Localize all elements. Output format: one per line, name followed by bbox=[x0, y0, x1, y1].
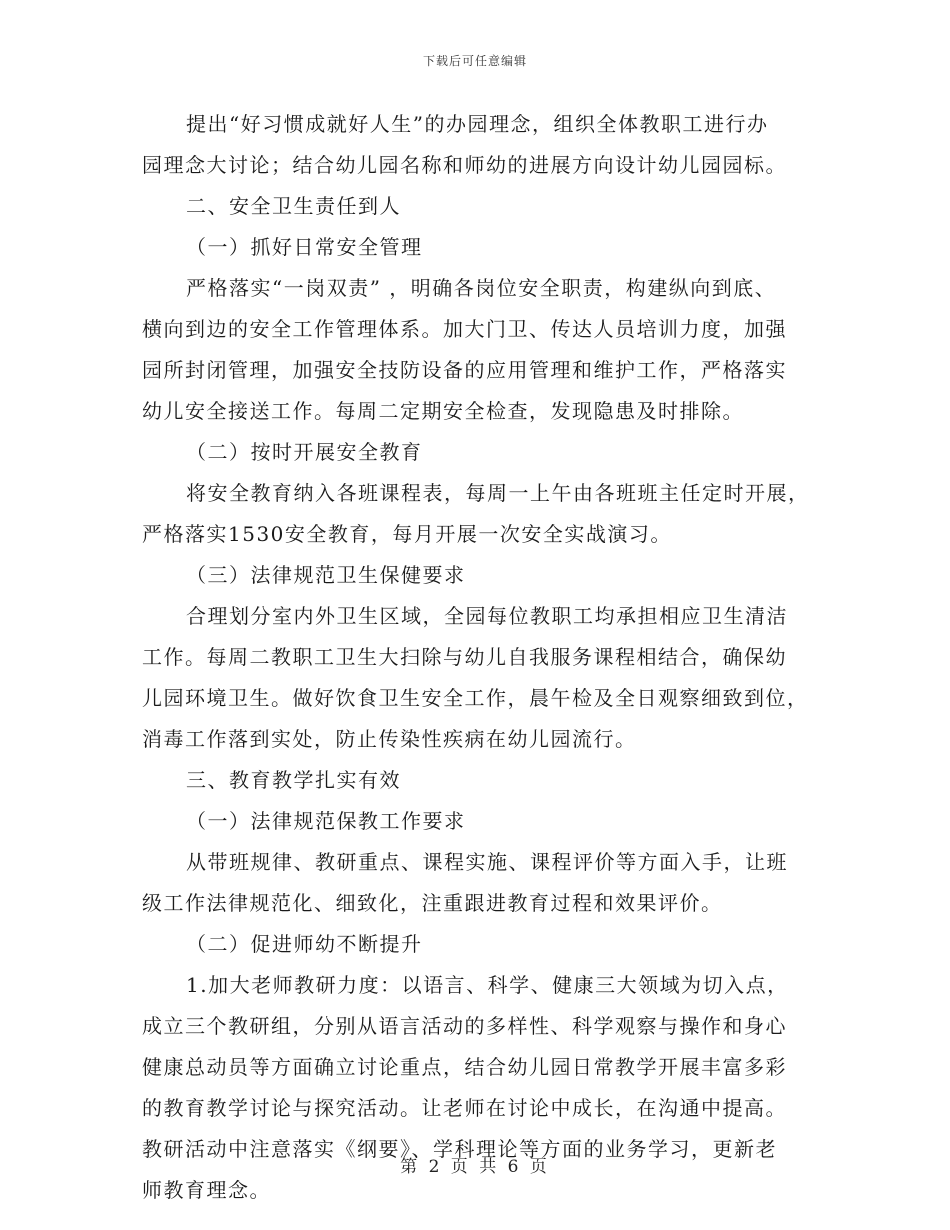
paragraph-line: 从带班规律、教研重点、课程实施、课程评价等方面入手，让班 bbox=[186, 850, 788, 874]
paragraph-line: （一）抓好日常安全管理 bbox=[186, 235, 423, 259]
paragraph-line: 1.加大老师教研力度：以语言、科学、健康三大领域为切入点， bbox=[186, 973, 789, 997]
paragraph-line: 的教育教学讨论与探究活动。让老师在讨论中成长，在沟通中提高。 bbox=[142, 1096, 787, 1120]
paragraph-line: 将安全教育纳入各班课程表，每周一上午由各班班主任定时开展， bbox=[186, 481, 810, 505]
paragraph-line: 儿园环境卫生。做好饮食卫生安全工作，晨午检及全日观察细致到位， bbox=[142, 686, 809, 710]
paragraph-line: 师教育理念。 bbox=[142, 1178, 271, 1202]
paragraph-line: 合理划分室内外卫生区域，全园每位教职工均承担相应卫生清洁 bbox=[186, 604, 788, 628]
paragraph-line: 二、安全卫生责任到人 bbox=[186, 194, 401, 218]
paragraph-line: 成立三个教研组，分别从语言活动的多样性、科学观察与操作和身心 bbox=[142, 1014, 787, 1038]
paragraph-line: 严格落实1530安全教育，每月开展一次安全实战演习。 bbox=[142, 522, 672, 546]
paragraph-line: 工作。每周二教职工卫生大扫除与幼儿自我服务课程相结合，确保幼 bbox=[142, 645, 787, 669]
page-number: 第 2 页 共 6 页 bbox=[400, 1157, 550, 1177]
page-header-note: 下载后可任意编辑 bbox=[422, 54, 527, 68]
paragraph-line: 健康总动员等方面确立讨论重点，结合幼儿园日常教学开展丰富多彩 bbox=[142, 1055, 787, 1079]
paragraph-line: （二）促进师幼不断提升 bbox=[186, 932, 423, 956]
paragraph-line: 严格落实“一岗双责” ，明确各岗位安全职责，构建纵向到底、 bbox=[186, 276, 777, 300]
paragraph-line: 园所封闭管理，加强安全技防设备的应用管理和维护工作，严格落实 bbox=[142, 358, 787, 382]
paragraph-line: （一）法律规范保教工作要求 bbox=[186, 809, 466, 833]
paragraph-line: 消毒工作落到实处，防止传染性疾病在幼儿园流行。 bbox=[142, 727, 637, 751]
paragraph-line: 园理念大讨论；结合幼儿园名称和师幼的进展方向设计幼儿园园标。 bbox=[142, 153, 787, 177]
paragraph-line: 幼儿安全接送工作。每周二定期安全检查，发现隐患及时排除。 bbox=[142, 399, 744, 423]
document-body bbox=[142, 104, 810, 1211]
paragraph-line: 横向到边的安全工作管理体系。加大门卫、传达人员培训力度，加强 bbox=[142, 317, 787, 341]
paragraph-line: 三、教育教学扎实有效 bbox=[186, 768, 401, 792]
paragraph-line: （二）按时开展安全教育 bbox=[186, 440, 423, 464]
paragraph-line: 提出“好习惯成就好人生”的办园理念，组织全体教职工进行办 bbox=[186, 112, 769, 136]
paragraph-line: 级工作法律规范化、细致化，注重跟进教育过程和效果评价。 bbox=[142, 891, 723, 915]
paragraph-line: 教研活动中注意落实《纲要》、学科理论等方面的业务学习，更新老 bbox=[142, 1137, 777, 1161]
paragraph-line: （三）法律规范卫生保健要求 bbox=[186, 563, 466, 587]
